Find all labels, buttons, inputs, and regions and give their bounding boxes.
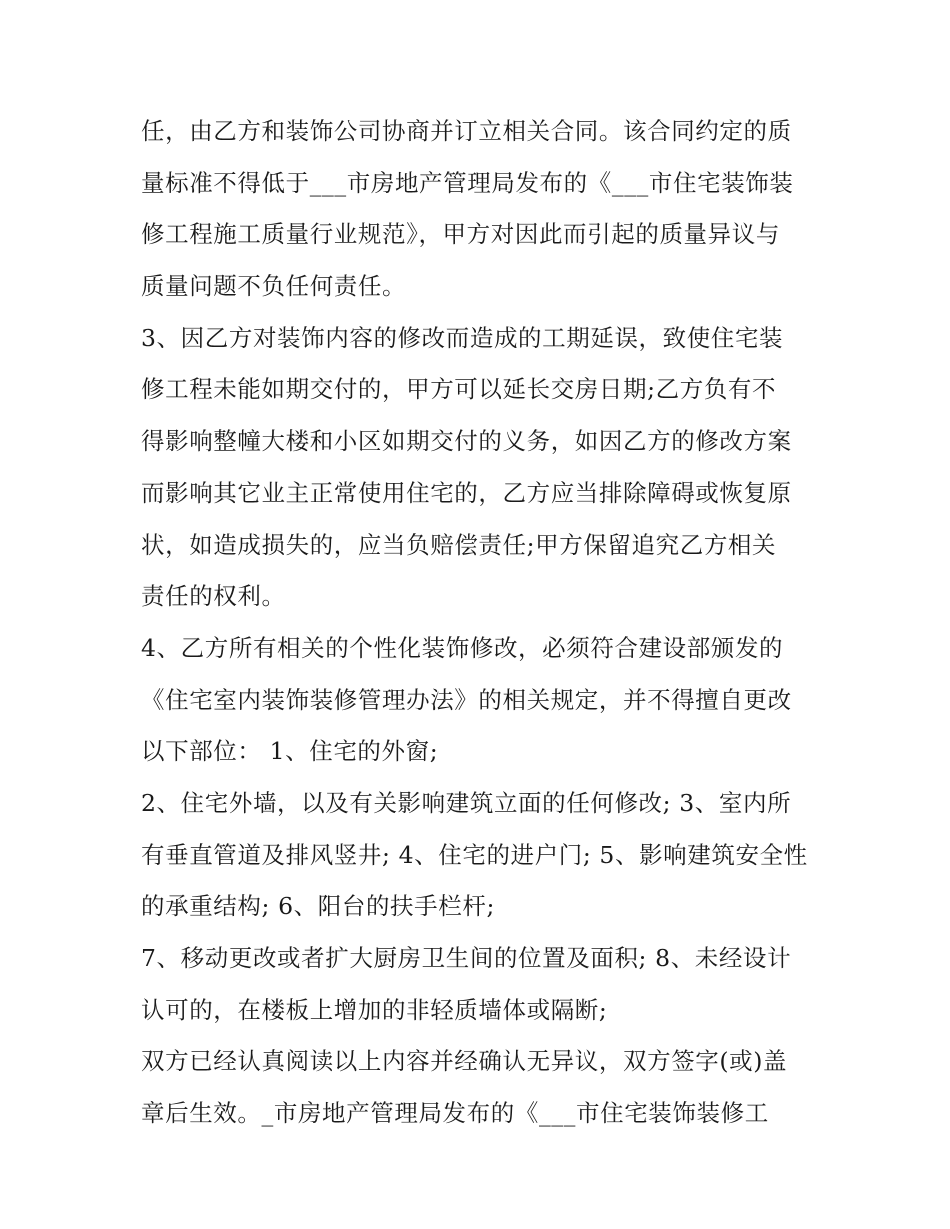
text-line: 3、因乙方对装饰内容的修改而造成的工期延误，致使住宅装 (141, 323, 784, 352)
text-line: 修工程施工质量行业规范》，甲方对因此而引起的质量异议与 (141, 220, 780, 249)
text-line: 的承重结构; 6、阳台的扶手栏杆; (141, 892, 495, 921)
text-line: 《住宅室内装饰装修管理办法》的相关规定，并不得擅自更改 (141, 685, 792, 714)
text-line: 责任的权利。 (141, 582, 286, 611)
text-line: 状，如造成损失的，应当负赔偿责任;甲方保留追究乙方相关 (141, 530, 777, 559)
text-line: 认可的，在楼板上增加的非轻质墙体或隔断; (141, 995, 608, 1024)
text-line: 章后生效。_市房地产管理局发布的《___市住宅装饰装修工 (141, 1099, 769, 1128)
text-line: 质量问题不负任何责任。 (141, 272, 407, 301)
text-line: 4、乙方所有相关的个性化装饰修改，必须符合建设部颁发的 (141, 633, 784, 662)
text-line: 任，由乙方和装饰公司协商并订立相关合同。该合同约定的质 (141, 117, 792, 145)
text-line: 修工程未能如期交付的，甲方可以延长交房日期;乙方负有不 (141, 375, 777, 404)
text-line: 量标准不得低于___市房地产管理局发布的《___市住宅装饰装 (141, 168, 794, 197)
text-line: 以下部位： 1、住宅的外窗; (141, 737, 439, 766)
text-line: 有垂直管道及排风竖井; 4、住宅的进户门; 5、影响建筑安全性 (141, 840, 808, 869)
text-line: 2、住宅外墙，以及有关影响建筑立面的任何修改; 3、室内所 (141, 788, 792, 817)
text-line: 得影响整幢大楼和小区如期交付的义务，如因乙方的修改方案 (141, 427, 792, 456)
text-line: 双方已经认真阅读以上内容并经确认无异议，双方签字(或)盖 (141, 1047, 788, 1076)
document-body (141, 106, 821, 1140)
text-line: 而影响其它业主正常使用住宅的，乙方应当排除障碍或恢复原 (141, 478, 792, 507)
text-line: 7、移动更改或者扩大厨房卫生间的位置及面积; 8、未经设计 (141, 944, 792, 972)
